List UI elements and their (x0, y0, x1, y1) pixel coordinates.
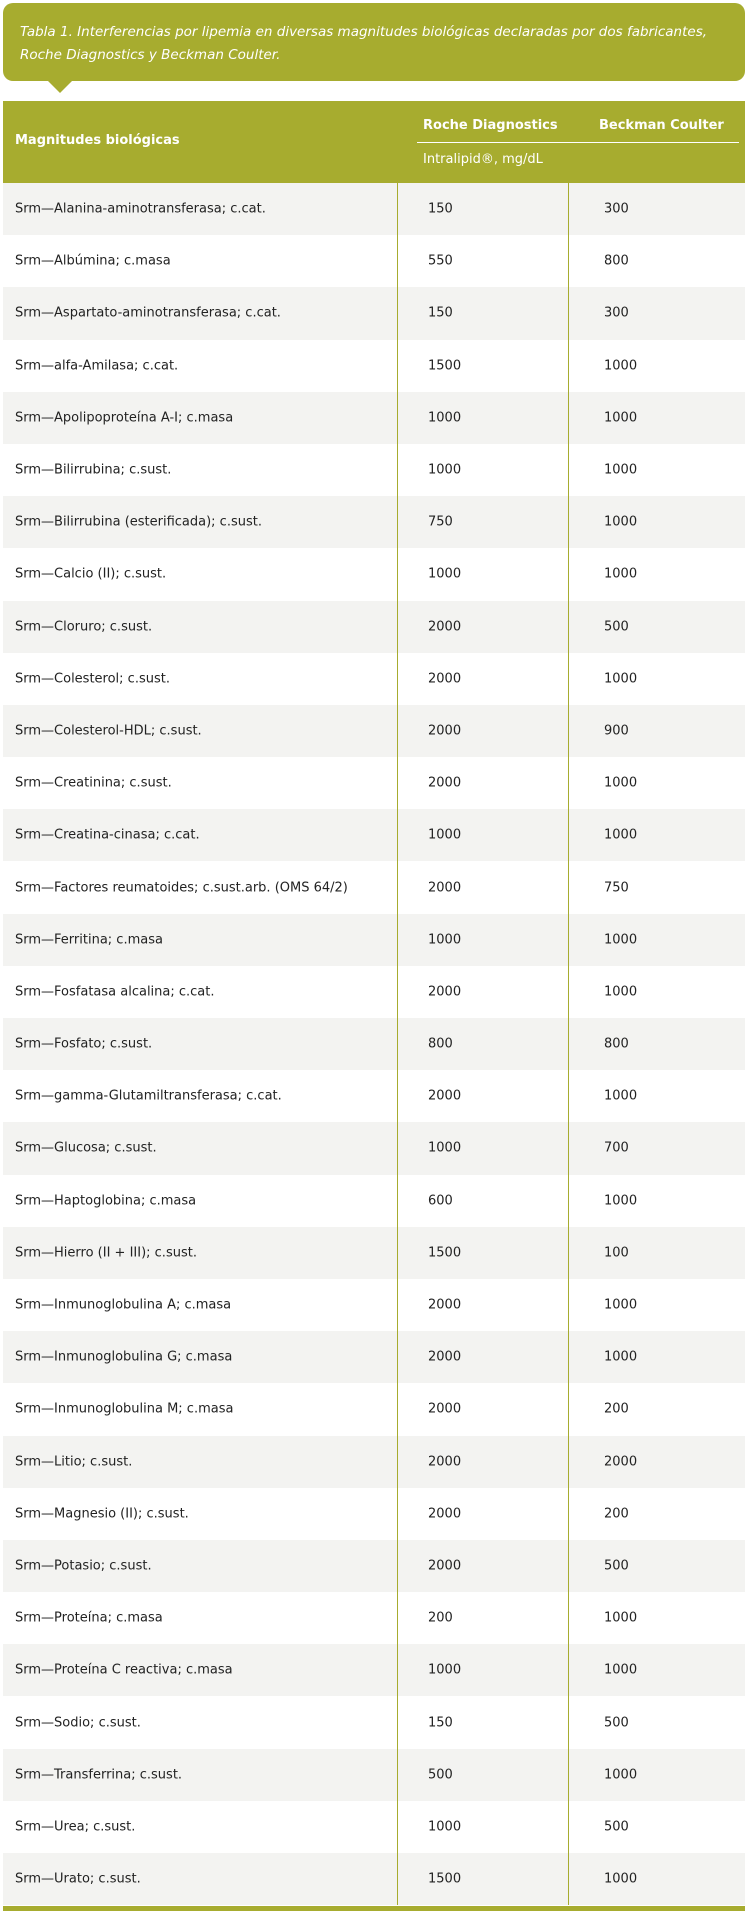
cell-magnitude: Srm—Haptoglobina; c.masa (15, 1193, 197, 1209)
cell-roche-value: 600 (428, 1193, 453, 1209)
cell-beckman-value: 1000 (604, 1871, 638, 1887)
cell-roche-value: 1000 (428, 1662, 462, 1678)
cell-magnitude: Srm—Cloruro; c.sust. (15, 619, 153, 635)
cell-beckman-value: 500 (604, 1558, 629, 1574)
cell-roche-value: 2000 (428, 1454, 462, 1470)
table-header (3, 101, 745, 183)
cell-magnitude: Srm—Bilirrubina (esterificada); c.sust. (15, 514, 262, 530)
table-row (3, 1122, 745, 1174)
interference-table (3, 101, 745, 1905)
cell-roche-value: 2000 (428, 880, 462, 896)
cell-beckman-value: 1000 (604, 775, 638, 791)
cell-roche-value: 2000 (428, 1401, 462, 1417)
cell-beckman-value: 200 (604, 1506, 629, 1522)
cell-beckman-value: 1000 (604, 827, 638, 843)
cell-magnitude: Srm—Urato; c.sust. (15, 1871, 141, 1887)
cell-roche-value: 1500 (428, 1245, 462, 1261)
cell-beckman-value: 1000 (604, 1349, 638, 1365)
table-row (3, 809, 745, 861)
cell-beckman-value: 200 (604, 1401, 629, 1417)
cell-roche-value: 1000 (428, 1140, 462, 1156)
cell-beckman-value: 1000 (604, 1662, 638, 1678)
cell-roche-value: 2000 (428, 619, 462, 635)
cell-magnitude: Srm—Creatina-cinasa; c.cat. (15, 827, 200, 843)
table-row (3, 1749, 745, 1801)
table-row (3, 1696, 745, 1748)
cell-magnitude: Srm—Albúmina; c.masa (15, 253, 171, 269)
cell-beckman-value: 1000 (604, 932, 638, 948)
table-row (3, 757, 745, 809)
table-row (3, 653, 745, 705)
cell-roche-value: 150 (428, 201, 453, 217)
cell-beckman-value: 500 (604, 1819, 629, 1835)
cell-roche-value: 2000 (428, 1088, 462, 1104)
table-row (3, 1383, 745, 1435)
table-row (3, 705, 745, 757)
cell-roche-value: 1000 (428, 932, 462, 948)
cell-beckman-value: 1000 (604, 1297, 638, 1313)
cell-beckman-value: 500 (604, 619, 629, 635)
table-caption (3, 3, 745, 81)
cell-roche-value: 1000 (428, 410, 462, 426)
cell-magnitude: Srm—Potasio; c.sust. (15, 1558, 152, 1574)
cell-magnitude: Srm—Sodio; c.sust. (15, 1715, 141, 1731)
cell-beckman-value: 1000 (604, 358, 638, 374)
header-unit: Intralipid®, mg/dL (423, 152, 543, 167)
cell-magnitude: Srm—alfa-Amilasa; c.cat. (15, 358, 179, 374)
cell-beckman-value: 1000 (604, 1193, 638, 1209)
cell-beckman-value: 500 (604, 1715, 629, 1731)
cell-roche-value: 2000 (428, 1506, 462, 1522)
caption-pointer (47, 80, 73, 93)
cell-magnitude: Srm—Aspartato-aminotransferasa; c.cat. (15, 305, 281, 321)
cell-magnitude: Srm—Apolipoproteína A-I; c.masa (15, 410, 234, 426)
cell-magnitude: Srm—Glucosa; c.sust. (15, 1140, 157, 1156)
table-row (3, 1227, 745, 1279)
cell-beckman-value: 1000 (604, 984, 638, 1000)
cell-beckman-value: 1000 (604, 1610, 638, 1626)
cell-roche-value: 750 (428, 514, 453, 530)
table-row (3, 1279, 745, 1331)
table-row (3, 1175, 745, 1227)
cell-beckman-value: 900 (604, 723, 629, 739)
cell-magnitude: Srm—Alanina-aminotransferasa; c.cat. (15, 201, 266, 217)
cell-magnitude: Srm—Fosfatasa alcalina; c.cat. (15, 984, 215, 1000)
cell-beckman-value: 1000 (604, 1767, 638, 1783)
table-row (3, 496, 745, 548)
table-row (3, 1070, 745, 1122)
cell-magnitude: Srm—gamma-Glutamiltransferasa; c.cat. (15, 1088, 282, 1104)
table-row (3, 601, 745, 653)
cell-magnitude: Srm—Calcio (II); c.sust. (15, 566, 167, 582)
cell-roche-value: 2000 (428, 984, 462, 1000)
table-row (3, 914, 745, 966)
table-row (3, 1644, 745, 1696)
table-row (3, 1853, 745, 1905)
cell-roche-value: 2000 (428, 775, 462, 791)
table-row (3, 1540, 745, 1592)
cell-roche-value: 500 (428, 1767, 453, 1783)
cell-roche-value: 1500 (428, 1871, 462, 1887)
cell-beckman-value: 100 (604, 1245, 629, 1261)
cell-beckman-value: 2000 (604, 1454, 638, 1470)
header-roche: Roche Diagnostics (423, 118, 558, 133)
cell-beckman-value: 800 (604, 1036, 629, 1052)
cell-magnitude: Srm—Proteína; c.masa (15, 1610, 163, 1626)
cell-magnitude: Srm—Inmunoglobulina A; c.masa (15, 1297, 232, 1313)
cell-roche-value: 2000 (428, 671, 462, 687)
cell-magnitude: Srm—Colesterol-HDL; c.sust. (15, 723, 202, 739)
cell-magnitude: Srm—Colesterol; c.sust. (15, 671, 170, 687)
cell-beckman-value: 750 (604, 880, 629, 896)
cell-roche-value: 1000 (428, 1819, 462, 1835)
cell-roche-value: 800 (428, 1036, 453, 1052)
table-row (3, 235, 745, 287)
cell-magnitude: Srm—Hierro (II + III); c.sust. (15, 1245, 197, 1261)
cell-beckman-value: 300 (604, 201, 629, 217)
table-row (3, 966, 745, 1018)
cell-magnitude: Srm—Creatinina; c.sust. (15, 775, 172, 791)
cell-roche-value: 1500 (428, 358, 462, 374)
cell-magnitude: Srm—Bilirrubina; c.sust. (15, 462, 172, 478)
table-row (3, 340, 745, 392)
cell-beckman-value: 1000 (604, 566, 638, 582)
cell-roche-value: 1000 (428, 462, 462, 478)
cell-beckman-value: 1000 (604, 462, 638, 478)
cell-roche-value: 200 (428, 1610, 453, 1626)
table-row (3, 444, 745, 496)
table-row (3, 1592, 745, 1644)
cell-roche-value: 2000 (428, 723, 462, 739)
header-beckman: Beckman Coulter (599, 118, 724, 133)
cell-roche-value: 2000 (428, 1297, 462, 1313)
cell-magnitude: Srm—Transferrina; c.sust. (15, 1767, 183, 1783)
cell-beckman-value: 300 (604, 305, 629, 321)
cell-magnitude: Srm—Urea; c.sust. (15, 1819, 136, 1835)
cell-magnitude: Srm—Inmunoglobulina G; c.masa (15, 1349, 233, 1365)
caption-text: Tabla 1. Interferencias por lipemia en diversas magnitudes biológicas declaradas por dos fabricantes, Roche Diagnostics y Beckman Coulter. (20, 24, 708, 63)
table-body (3, 183, 745, 1905)
cell-beckman-value: 1000 (604, 514, 638, 530)
table-row (3, 1488, 745, 1540)
cell-roche-value: 150 (428, 1715, 453, 1731)
cell-roche-value: 2000 (428, 1558, 462, 1574)
header-magnitudes: Magnitudes biológicas (15, 133, 180, 148)
cell-roche-value: 2000 (428, 1349, 462, 1365)
table-row (3, 1436, 745, 1488)
table-row (3, 1801, 745, 1853)
cell-beckman-value: 1000 (604, 1088, 638, 1104)
cell-magnitude: Srm—Fosfato; c.sust. (15, 1036, 153, 1052)
cell-beckman-value: 1000 (604, 410, 638, 426)
cell-magnitude: Srm—Magnesio (II); c.sust. (15, 1506, 189, 1522)
cell-roche-value: 1000 (428, 827, 462, 843)
cell-magnitude: Srm—Proteína C reactiva; c.masa (15, 1662, 233, 1678)
table-bottom-border (3, 1906, 745, 1911)
header-divider (417, 142, 739, 143)
cell-magnitude: Srm—Ferritina; c.masa (15, 932, 163, 948)
cell-magnitude: Srm—Litio; c.sust. (15, 1454, 133, 1470)
cell-roche-value: 550 (428, 253, 453, 269)
cell-beckman-value: 800 (604, 253, 629, 269)
cell-beckman-value: 700 (604, 1140, 629, 1156)
cell-roche-value: 1000 (428, 566, 462, 582)
cell-magnitude: Srm—Factores reumatoides; c.sust.arb. (OMS 64/2) (15, 880, 348, 896)
table-row (3, 287, 745, 339)
column-divider-left (397, 182, 398, 1905)
cell-magnitude: Srm—Inmunoglobulina M; c.masa (15, 1401, 234, 1417)
cell-roche-value: 150 (428, 305, 453, 321)
table-row (3, 183, 745, 235)
table-row (3, 1018, 745, 1070)
table-row (3, 1331, 745, 1383)
cell-beckman-value: 1000 (604, 671, 638, 687)
column-divider-right (568, 182, 569, 1905)
table-row (3, 548, 745, 600)
table-row (3, 392, 745, 444)
table-row (3, 861, 745, 913)
